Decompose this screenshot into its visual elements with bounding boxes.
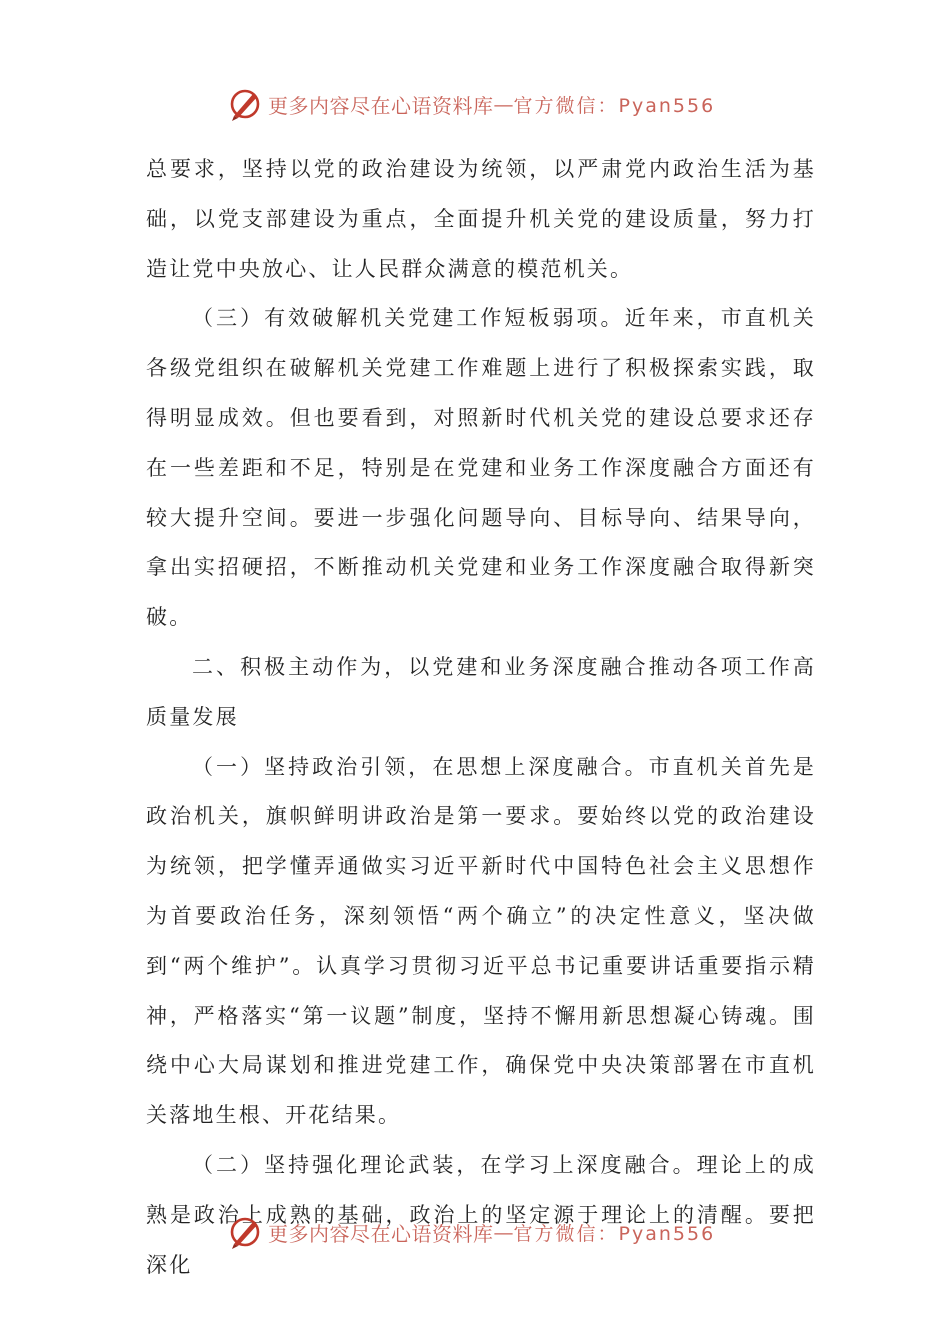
banner-wechat-text: 官方微信：Pyan556 [513,1222,716,1245]
pen-circle-logo-icon [228,1214,264,1250]
pen-circle-logo-icon [228,86,264,122]
paragraph-section-3: （三）有效破解机关党建工作短板弱项。近年来，市直机关各级党组织在破解机关党建工作难题上进行了积极探索实践，取得明显成效。但也要看到，对照新时代机关党的建设总要求还存在一些差距和不足，特别是在党建和业务工作深度融合方面还有较大提升空间。要进一步强化问题导向、目标导向、结果导向，拿出实招硬招，不断推动机关党建和业务工作深度融合取得新突破。 [146,306,816,630]
paragraph-heading-2: 二、积极主动作为，以党建和业务深度融合推动各项工作高质量发展 [146,654,816,729]
footer-banner [228,1212,748,1252]
banner-main-text: 更多内容尽在心语资料库 [268,93,494,118]
header-banner [228,84,748,124]
banner-dash: — [493,1220,514,1244]
banner-dash: — [493,92,514,116]
paragraph-continuation: 总要求，坚持以党的政治建设为统领，以严肃党内政治生活为基础，以党支部建设为重点，全面提升机关党的建设质量，努力打造让党中央放心、让人民群众满意的模范机关。 [146,157,816,281]
paragraph-subsection-2: （二）坚持强化理论武装，在学习上深度融合。理论上的成熟是政治上成熟的基础，政治上的坚定源于理论上的清醒。要把深化 [146,1152,816,1277]
document-body [146,145,816,1290]
banner-main-text: 更多内容尽在心语资料库 [268,1221,494,1246]
paragraph-subsection-1: （一）坚持政治引领，在思想上深度融合。市直机关首先是政治机关，旗帜鲜明讲政治是第一要求。要始终以党的政治建设为统领，把学懂弄通做实习近平新时代中国特色社会主义思想作为首要政治任务，深刻领悟“两个确立”的决定性意义，坚决做到“两个维护”。认真学习贯彻习近平总书记重要讲话重要指示精神，严格落实“第一议题”制度，坚持不懈用新思想凝心铸魂。围绕中心大局谋划和推进党建工作，确保党中央决策部署在市直机关落地生根、开花结果。 [146,754,816,1128]
banner-wechat-text: 官方微信：Pyan556 [513,94,716,117]
